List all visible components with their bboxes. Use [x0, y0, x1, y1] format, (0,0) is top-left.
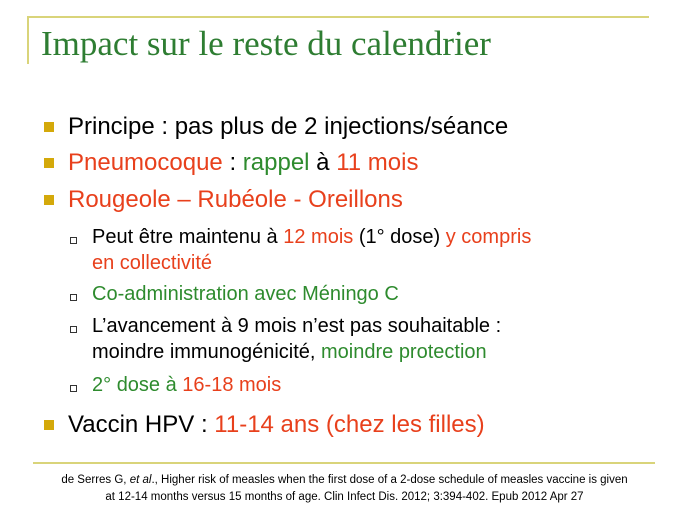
maintenu-dose: (1° dose)	[353, 226, 446, 248]
avancement-line2-black: moindre immunogénicité,	[92, 341, 321, 363]
pneumocoque-rappel: rappel	[242, 149, 310, 176]
square-bullet-icon	[44, 158, 54, 168]
hpv-label: Vaccin HPV :	[68, 411, 215, 438]
pneumocoque-a: à	[309, 149, 337, 176]
maintenu-age: 12 mois	[283, 226, 354, 248]
footer-divider	[33, 462, 655, 464]
pneumocoque-label: Pneumocoque	[68, 149, 223, 176]
dose2-mid: dose à	[116, 374, 183, 396]
sub-avancement	[92, 313, 501, 339]
sub-maintenu-line2	[92, 250, 212, 276]
sub-coadmin	[92, 281, 399, 307]
principe-text: Principe : pas plus de 2 injections/séance	[68, 113, 509, 140]
sub-avancement-line2	[92, 339, 487, 365]
slide-title: Impact sur le reste du calendrier	[41, 24, 491, 63]
reference-line1-rest: ., Higher risk of measles when the first dose of a 2-dose schedule of measles vaccine is given	[151, 474, 628, 486]
bullet-pneumocoque	[68, 147, 418, 178]
dose2-pre: 2°	[92, 374, 117, 396]
hollow-square-bullet-icon	[70, 294, 77, 301]
reference-etal: et al	[129, 474, 152, 486]
reference-line2: at 12-14 months versus 15 months of age. Clin Infect Dis. 2012; 3:394-402. Epub 2012 Apr 27	[105, 491, 584, 503]
square-bullet-icon	[44, 420, 54, 430]
bullet-ror	[68, 184, 403, 215]
square-bullet-icon	[44, 122, 54, 132]
bullet-principe	[68, 111, 508, 142]
maintenu-compris: y compris	[445, 226, 532, 248]
pneumocoque-age: 11 mois	[336, 149, 419, 176]
hpv-age: 11-14 ans (chez les filles)	[214, 411, 485, 438]
avancement-line1: L’avancement à 9 mois n’est pas souhaitable :	[92, 315, 502, 337]
maintenu-collectivite: en collectivité	[92, 252, 213, 274]
coadmin-text: Co-administration avec Méningo C	[92, 283, 399, 305]
hollow-square-bullet-icon	[70, 326, 77, 333]
square-bullet-icon	[44, 195, 54, 205]
ror-text: Rougeole – Rubéole - Oreillons	[68, 186, 403, 213]
hollow-square-bullet-icon	[70, 385, 77, 392]
sub-maintenu	[92, 224, 531, 250]
hollow-square-bullet-icon	[70, 237, 77, 244]
pneumocoque-sep: :	[222, 149, 243, 176]
sub-dose2	[92, 372, 281, 398]
avancement-line2-green: moindre protection	[321, 341, 487, 363]
reference-citation	[10, 472, 679, 506]
maintenu-pre: Peut être maintenu à	[92, 226, 284, 248]
reference-authors: de Serres G,	[61, 474, 130, 486]
dose2-age: 16-18 mois	[182, 374, 282, 396]
bullet-hpv	[68, 409, 485, 440]
